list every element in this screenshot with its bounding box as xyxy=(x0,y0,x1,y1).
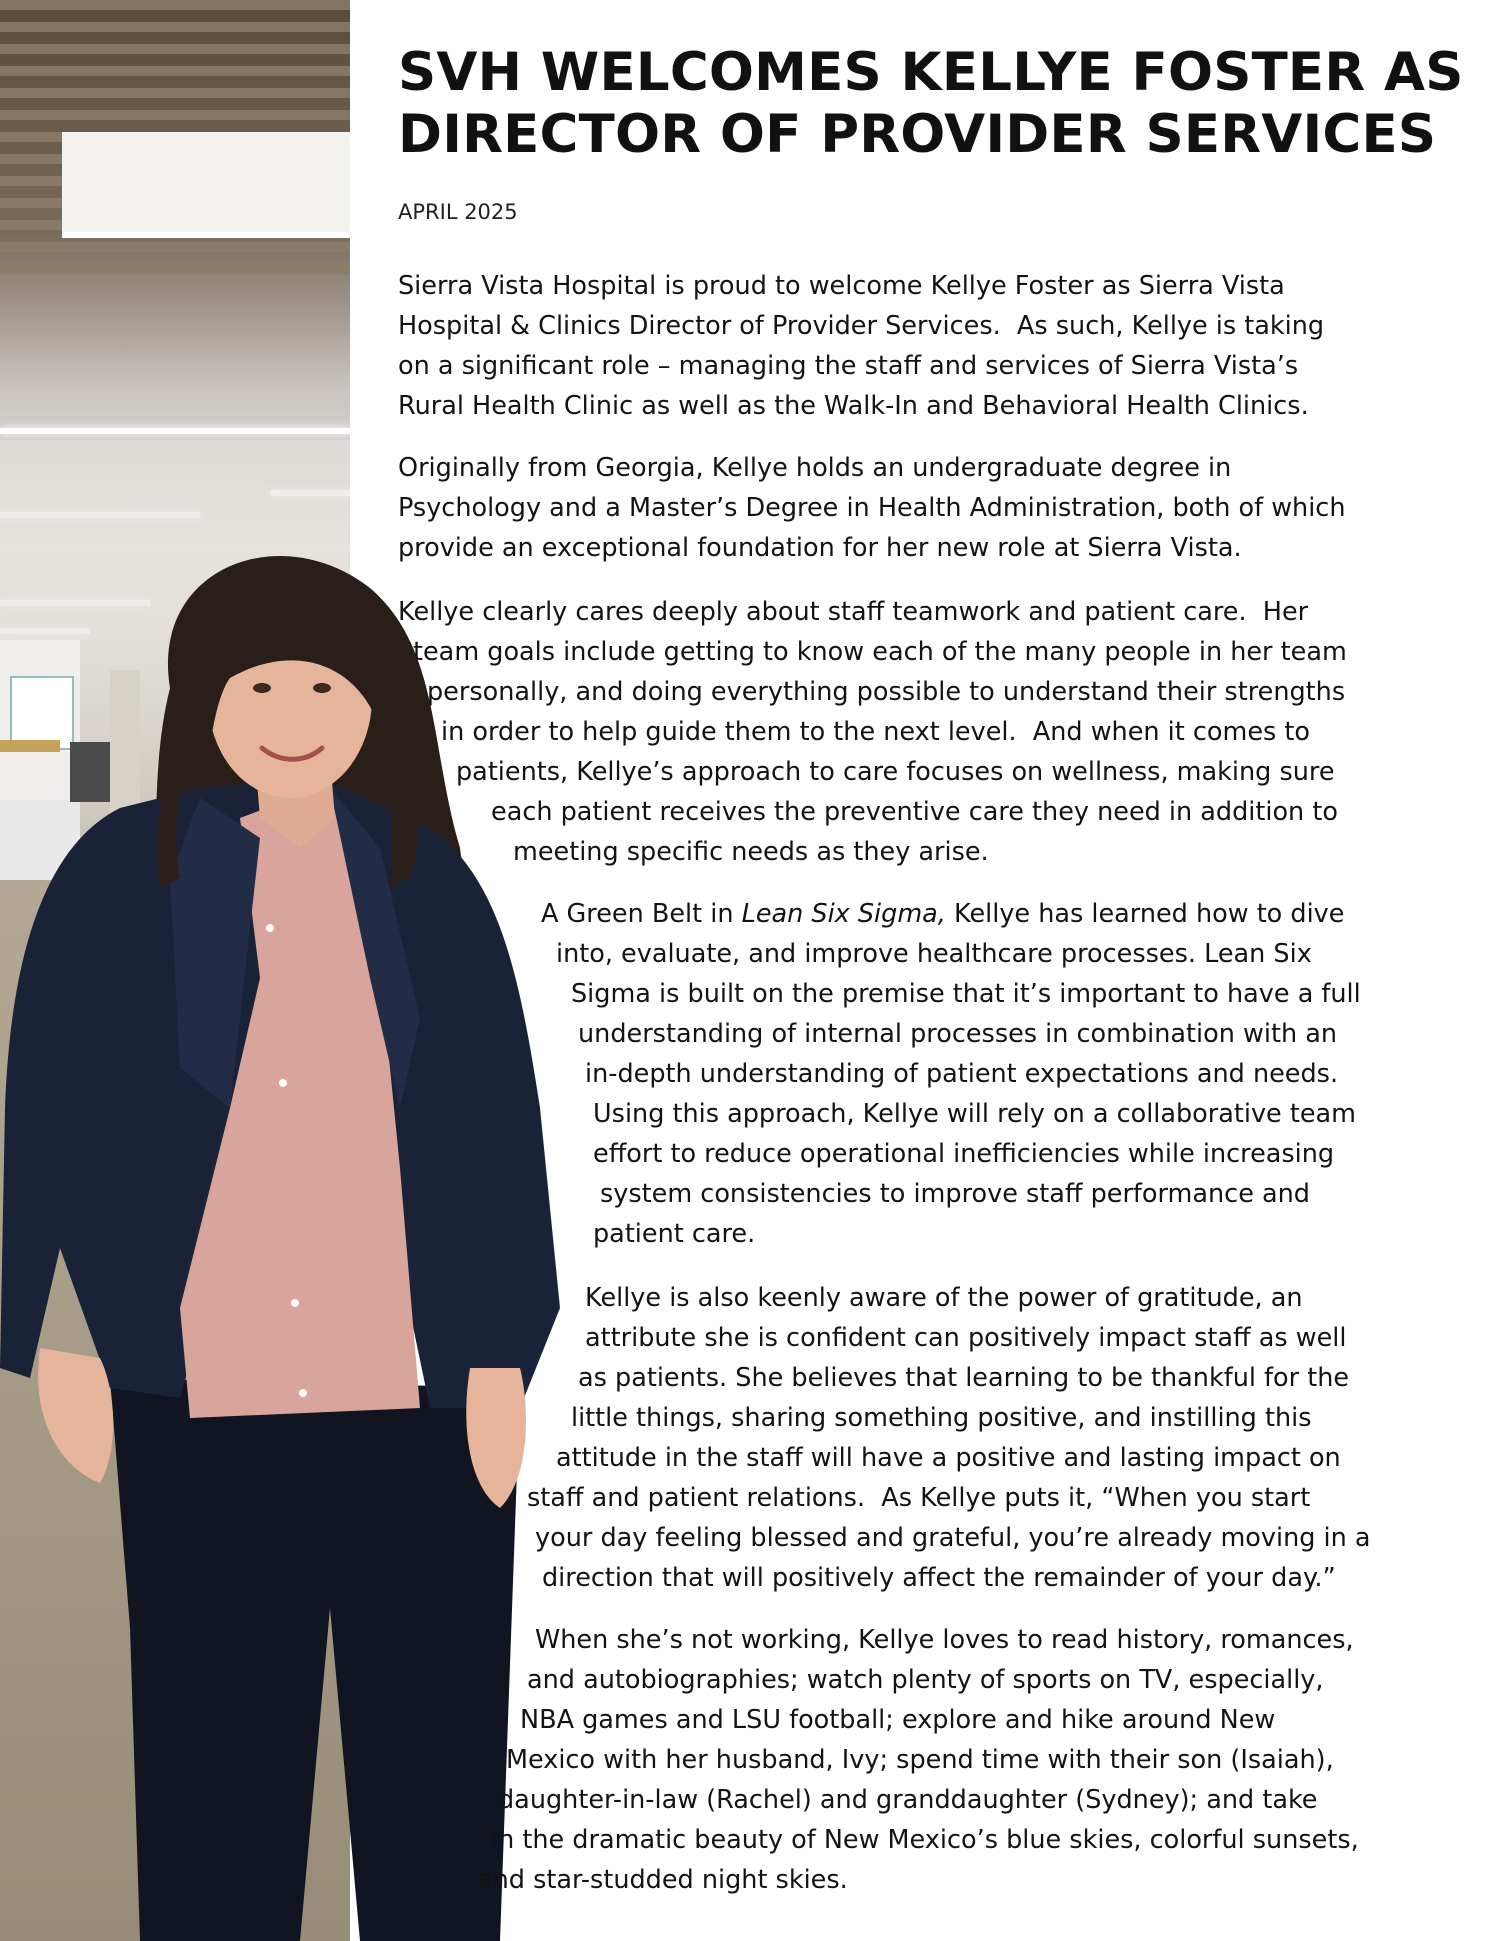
body-line: effort to reduce operational inefficiencies while increasing xyxy=(593,1139,1335,1169)
body-line: little things, sharing something positive, and instilling this xyxy=(571,1403,1312,1433)
body-line: Mexico with her husband, Ivy; spend time with their son (Isaiah), xyxy=(506,1745,1334,1775)
body-line: understanding of internal processes in combination with an xyxy=(578,1019,1337,1049)
body-line: daughter-in-law (Rachel) and granddaughter (Sydney); and take xyxy=(498,1785,1318,1815)
green-belt-tail: Kellye has learned how to dive xyxy=(945,899,1345,929)
body-line: team goals include getting to know each of the many people in her team xyxy=(413,637,1347,667)
body-line: direction that will positively affect the remainder of your day.” xyxy=(542,1563,1336,1593)
body-line: Sigma is built on the premise that it’s important to have a full xyxy=(571,979,1361,1009)
body-line: Hospital & Clinics Director of Provider Services. As such, Kellye is taking xyxy=(398,311,1325,341)
body-line: Rural Health Clinic as well as the Walk-In and Behavioral Health Clinics. xyxy=(398,391,1309,421)
body-line xyxy=(541,899,1344,929)
article-title xyxy=(398,42,1478,166)
body-line: staff and patient relations. As Kellye puts it, “When you start xyxy=(527,1483,1311,1513)
publication-date: APRIL 2025 xyxy=(398,200,518,224)
body-line: meeting specific needs as they arise. xyxy=(513,837,989,867)
body-line: on a significant role – managing the staff and services of Sierra Vista’s xyxy=(398,351,1299,381)
body-line: in-depth understanding of patient expectations and needs. xyxy=(585,1059,1339,1089)
body-line: patients, Kellye’s approach to care focuses on wellness, making sure xyxy=(456,757,1335,787)
body-line: Psychology and a Master’s Degree in Health Administration, both of which xyxy=(398,493,1346,523)
body-line: provide an exceptional foundation for her new role at Sierra Vista. xyxy=(398,533,1242,563)
body-line: NBA games and LSU football; explore and hike around New xyxy=(520,1705,1276,1735)
body-line: Originally from Georgia, Kellye holds an undergraduate degree in xyxy=(398,453,1232,483)
body-line: attitude in the staff will have a positive and lasting impact on xyxy=(556,1443,1341,1473)
body-line: Kellye is also keenly aware of the power of gratitude, an xyxy=(585,1283,1303,1313)
body-line: attribute she is confident can positively impact staff as well xyxy=(585,1323,1347,1353)
body-line: and autobiographies; watch plenty of sports on TV, especially, xyxy=(527,1665,1324,1695)
body-line: your day feeling blessed and grateful, you’re already moving in a xyxy=(535,1523,1371,1553)
body-line: system consistencies to improve staff performance and xyxy=(600,1179,1310,1209)
title-line-2: DIRECTOR OF PROVIDER SERVICES xyxy=(398,104,1437,165)
body-line: Kellye clearly cares deeply about staff teamwork and patient care. Her xyxy=(398,597,1309,627)
body-line: When she’s not working, Kellye loves to read history, romances, xyxy=(535,1625,1354,1655)
green-belt-intro: A Green Belt in xyxy=(541,899,742,929)
title-line-1: SVH WELCOMES KELLYE FOSTER AS xyxy=(398,42,1464,103)
body-line: in the dramatic beauty of New Mexico’s blue skies, colorful sunsets, xyxy=(491,1825,1359,1855)
body-line: Using this approach, Kellye will rely on a collaborative team xyxy=(593,1099,1357,1129)
body-line: and star-studded night skies. xyxy=(477,1865,848,1895)
body-line: into, evaluate, and improve healthcare processes. Lean Six xyxy=(556,939,1312,969)
body-line: as patients. She believes that learning to be thankful for the xyxy=(578,1363,1350,1393)
lean-six-sigma-italic: Lean Six Sigma, xyxy=(741,899,946,929)
body-line: in order to help guide them to the next level. And when it comes to xyxy=(441,717,1311,747)
body-line: Sierra Vista Hospital is proud to welcome Kellye Foster as Sierra Vista xyxy=(398,271,1285,301)
body-line: personally, and doing everything possible to understand their strengths xyxy=(427,677,1346,707)
body-line: each patient receives the preventive care they need in addition to xyxy=(491,797,1338,827)
body-line: patient care. xyxy=(593,1219,756,1249)
